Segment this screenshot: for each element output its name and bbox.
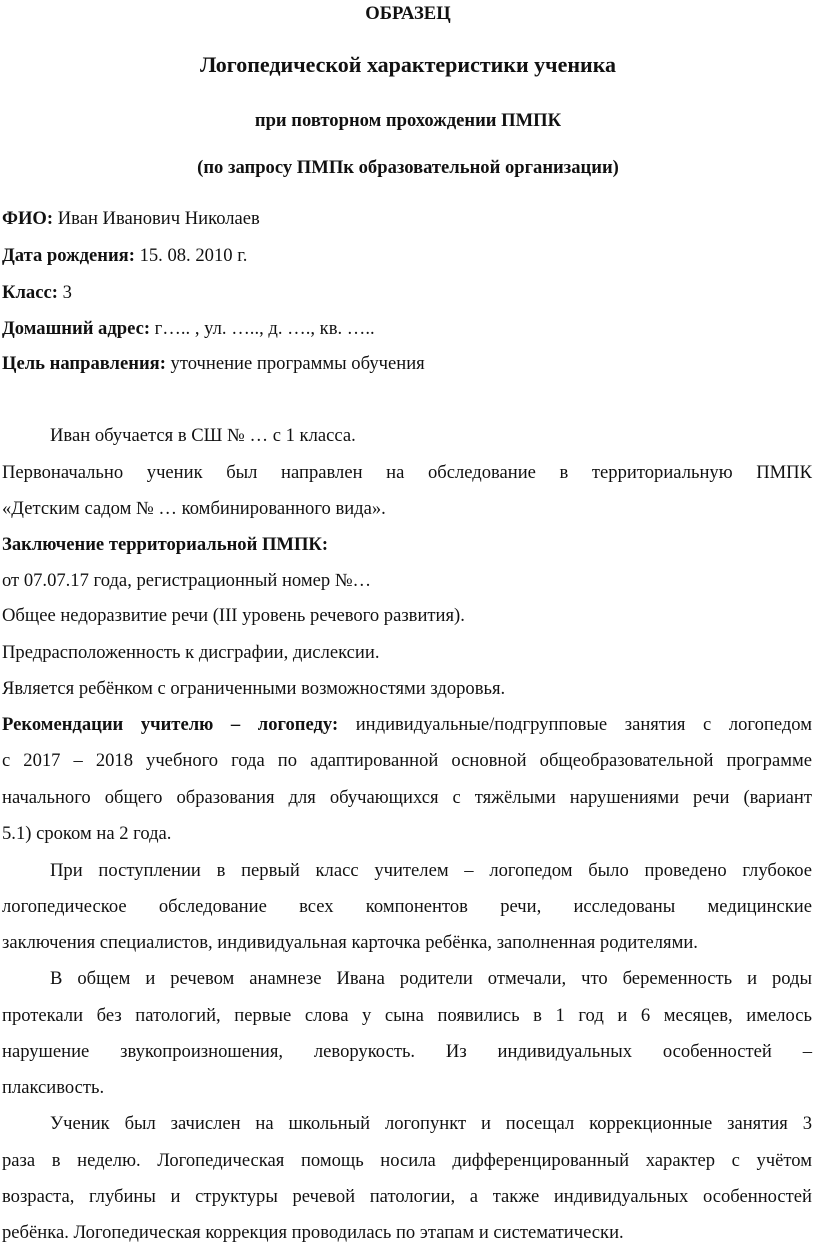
paragraph-anamnesis-line: нарушение звукопроизношения, леворукость. Из индивидуальных особенностей – <box>2 1041 812 1062</box>
document-title: Логопедической характеристики ученика <box>199 52 617 77</box>
document-subtitle-request: (по запросу ПМПк образовательной организации) <box>197 157 619 178</box>
paragraph-anamnesis-line: протекали без патологий, первые слова у сына появились в 1 год и 6 месяцев, имелось <box>2 1005 812 1026</box>
paragraph-correction-line: Ученик был зачислен на школьный логопункт и посещал коррекционные занятия 3 <box>50 1113 812 1134</box>
dob-line <box>2 245 247 267</box>
address-label: Домашний адрес: <box>2 318 151 339</box>
conclusion-line: Является ребёнком с ограниченными возможностями здоровья. <box>2 678 506 699</box>
conclusion-line: Предрасположенность к дисграфии, дислексии. <box>2 642 380 663</box>
class-line <box>2 282 72 304</box>
paragraph-correction-line: возраста, глубины и структуры речевой патологии, а также индивидуальных особенностей <box>2 1186 812 1207</box>
fio-value: Иван Иванович Николаев <box>53 208 260 229</box>
paragraph-school: Иван обучается в СШ № … с 1 класса. <box>50 425 356 446</box>
class-value: 3 <box>57 282 72 303</box>
class-label: Класс: <box>2 282 58 303</box>
paragraph-examination-line: логопедическое обследование всех компонентов речи, исследованы медицинские <box>2 896 812 917</box>
dob-label: Дата рождения: <box>2 245 135 266</box>
dob-value: 15. 08. 2010 г. <box>134 245 248 266</box>
paragraph-examination-line: При поступлении в первый класс учителем – логопедом было проведено глубокое <box>50 860 812 881</box>
purpose-line <box>2 353 425 375</box>
conclusion-label: Заключение территориальной ПМПК: <box>2 534 329 555</box>
fio-line <box>2 208 260 230</box>
sample-heading: ОБРАЗЕЦ <box>365 3 451 24</box>
address-value: г….. , ул. ….., д. …., кв. ….. <box>150 318 375 339</box>
paragraph-anamnesis-line: В общем и речевом анамнезе Ивана родители отмечали, что беременность и роды <box>50 968 812 989</box>
conclusion-line: Общее недоразвитие речи (III уровень речевого развития). <box>2 605 465 626</box>
recommendation-line: 5.1) сроком на 2 года. <box>2 823 172 844</box>
paragraph-referral-line: Первоначально ученик был направлен на обследование в территориальную ПМПК <box>2 462 812 483</box>
recommendation-line <box>2 714 812 736</box>
paragraph-correction-line: раза в неделю. Логопедическая помощь носила дифференцированный характер с учётом <box>2 1150 812 1171</box>
conclusion-heading <box>2 534 328 556</box>
paragraph-examination-line: заключения специалистов, индивидуальная карточка ребёнка, заполненная родителями. <box>2 932 698 953</box>
recommendation-line: начального общего образования для обучающихся с тяжёлыми нарушениями речи (вариант <box>2 787 812 808</box>
paragraph-anamnesis-line: плаксивость. <box>2 1077 105 1098</box>
address-line <box>2 318 375 340</box>
purpose-label: Цель направления: <box>2 353 166 374</box>
recommendation-line: с 2017 – 2018 учебного года по адаптированной основной общеобразовательной программе <box>2 750 812 771</box>
paragraph-referral-line: «Детским садом № … комбинированного вида». <box>2 498 386 519</box>
purpose-value: уточнение программы обучения <box>165 353 425 374</box>
conclusion-line: от 07.07.17 года, регистрационный номер №… <box>2 570 372 591</box>
recommendation-text: индивидуальные/подгрупповые занятия с логопедом <box>338 714 813 735</box>
paragraph-correction-line: ребёнка. Логопедическая коррекция проводилась по этапам и систематически. <box>2 1222 624 1243</box>
recommendation-label: Рекомендации учителю – логопеду: <box>2 714 339 735</box>
fio-label: ФИО: <box>2 208 54 229</box>
document-subtitle: при повторном прохождении ПМПК <box>254 110 562 131</box>
